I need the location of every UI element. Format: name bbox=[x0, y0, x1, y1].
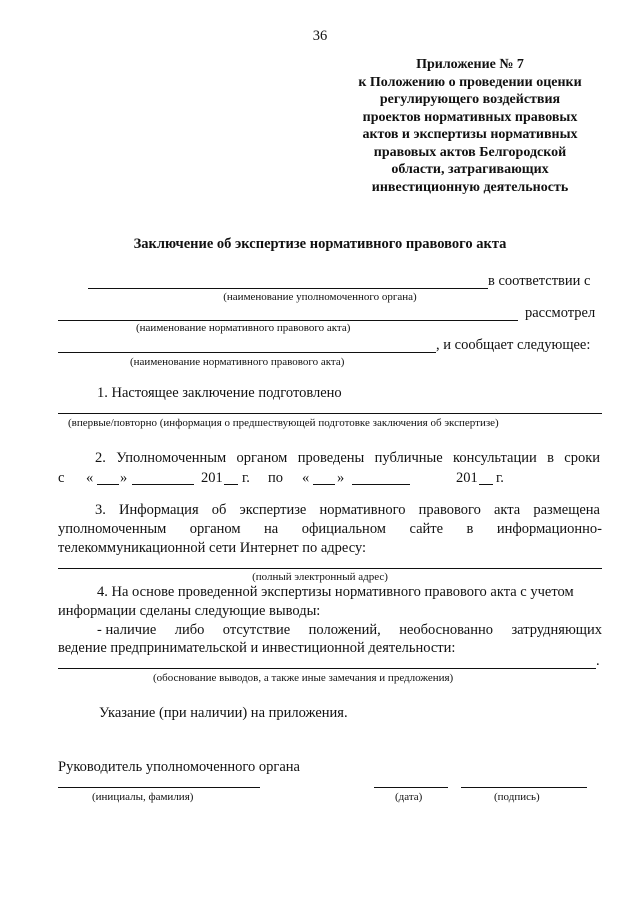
word: официальном bbox=[301, 521, 386, 537]
field-caption: (впервые/повторно (информация о предшествующей подготовке заключения об экспертизе) bbox=[68, 417, 499, 429]
page-number: 36 bbox=[312, 28, 328, 44]
date-from-label: с bbox=[58, 470, 65, 486]
field-caption: (наименование уполномоченного органа) bbox=[223, 291, 417, 303]
word: органом bbox=[189, 521, 241, 537]
quote-open: « bbox=[302, 470, 310, 486]
year-blank[interactable] bbox=[479, 484, 493, 485]
paragraph-4-line-2: информации сделаны следующие выводы: bbox=[58, 603, 321, 619]
quote-close: » bbox=[337, 470, 345, 486]
word: информационно- bbox=[496, 521, 602, 537]
quote-close: » bbox=[120, 470, 128, 486]
paragraph-1: 1. Настоящее заключение подготовлено bbox=[97, 385, 342, 401]
blank-line[interactable] bbox=[58, 568, 602, 569]
initials-caption: (инициалы, фамилия) bbox=[92, 791, 194, 803]
word: - наличие bbox=[97, 622, 157, 638]
word: затрудняющих bbox=[511, 622, 602, 638]
row2-text: рассмотрел bbox=[525, 305, 596, 321]
word: положений, bbox=[308, 622, 381, 638]
field-caption: (наименование нормативного правового акта) bbox=[136, 322, 351, 334]
year-prefix: 201 bbox=[201, 470, 223, 486]
year-prefix: 201 bbox=[456, 470, 478, 486]
appendix-line: к Положению о проведении оценки bbox=[358, 74, 582, 90]
paragraph-2: 2. Уполномоченным органом проведены публичные консультации в сроки bbox=[95, 450, 600, 466]
day-blank[interactable] bbox=[313, 484, 335, 485]
word: необоснованно bbox=[399, 622, 493, 638]
word: уполномоченным bbox=[58, 521, 167, 537]
field-caption: (наименование нормативного правового акта) bbox=[130, 356, 345, 368]
word: в bbox=[466, 521, 474, 537]
blank-line[interactable] bbox=[58, 668, 596, 669]
paragraph-3: 3. Информация об экспертизе нормативного правового акта размещена bbox=[95, 502, 600, 518]
head-label: Руководитель уполномоченного органа bbox=[58, 759, 300, 775]
appendix-line: проектов нормативных правовых bbox=[362, 109, 578, 125]
attachments-note: Указание (при наличии) на приложения. bbox=[99, 705, 348, 721]
blank-line[interactable] bbox=[88, 288, 488, 289]
year-blank[interactable] bbox=[224, 484, 238, 485]
field-caption: (полный электронный адрес) bbox=[252, 571, 388, 583]
paragraph-3-line-3: телекоммуникационной сети Интернет по адресу: bbox=[58, 540, 367, 556]
appendix-line: правовых актов Белгородской bbox=[373, 144, 567, 160]
quote-open: « bbox=[86, 470, 94, 486]
paragraph-4-line-3 bbox=[97, 622, 602, 639]
blank-line[interactable] bbox=[58, 352, 436, 353]
year-suffix: г. bbox=[242, 470, 250, 486]
appendix-line: регулирующего воздействия bbox=[379, 92, 561, 107]
paragraph-3-line-2 bbox=[58, 521, 602, 538]
signature-line[interactable] bbox=[461, 787, 587, 788]
initials-line[interactable] bbox=[58, 787, 260, 788]
word: либо bbox=[174, 622, 205, 638]
field-caption: (обоснование выводов, а также иные замечания и предложения) bbox=[153, 672, 454, 684]
word: отсутствие bbox=[222, 622, 291, 638]
blank-line[interactable] bbox=[58, 320, 518, 321]
appendix-line: инвестиционную деятельность bbox=[371, 179, 569, 195]
word: сайте bbox=[409, 521, 444, 537]
blank-line[interactable] bbox=[58, 413, 602, 414]
row1-text: в соответствии с bbox=[488, 273, 591, 289]
month-blank[interactable] bbox=[132, 484, 194, 485]
appendix-line: Приложение № 7 bbox=[416, 57, 524, 72]
year-suffix: г. bbox=[496, 470, 504, 486]
appendix-block bbox=[320, 56, 620, 196]
date-to-label: по bbox=[268, 470, 284, 486]
paragraph-4: 4. На основе проведенной экспертизы нормативного правового акта с учетом bbox=[97, 584, 574, 600]
document-title: Заключение об экспертизе нормативного правового акта bbox=[133, 236, 507, 252]
line-end-dot: . bbox=[596, 653, 600, 669]
appendix-line: области, затрагивающих bbox=[391, 162, 549, 177]
word: на bbox=[264, 521, 279, 537]
month-blank[interactable] bbox=[352, 484, 410, 485]
date-line[interactable] bbox=[374, 787, 448, 788]
paragraph-4-line-4: ведение предпринимательской и инвестиционной деятельности: bbox=[58, 640, 456, 656]
date-caption: (дата) bbox=[395, 791, 423, 803]
row3-text: , и сообщает следующее: bbox=[436, 337, 591, 353]
day-blank[interactable] bbox=[97, 484, 119, 485]
appendix-line: актов и экспертизы нормативных bbox=[362, 127, 578, 142]
signature-caption: (подпись) bbox=[494, 791, 540, 803]
